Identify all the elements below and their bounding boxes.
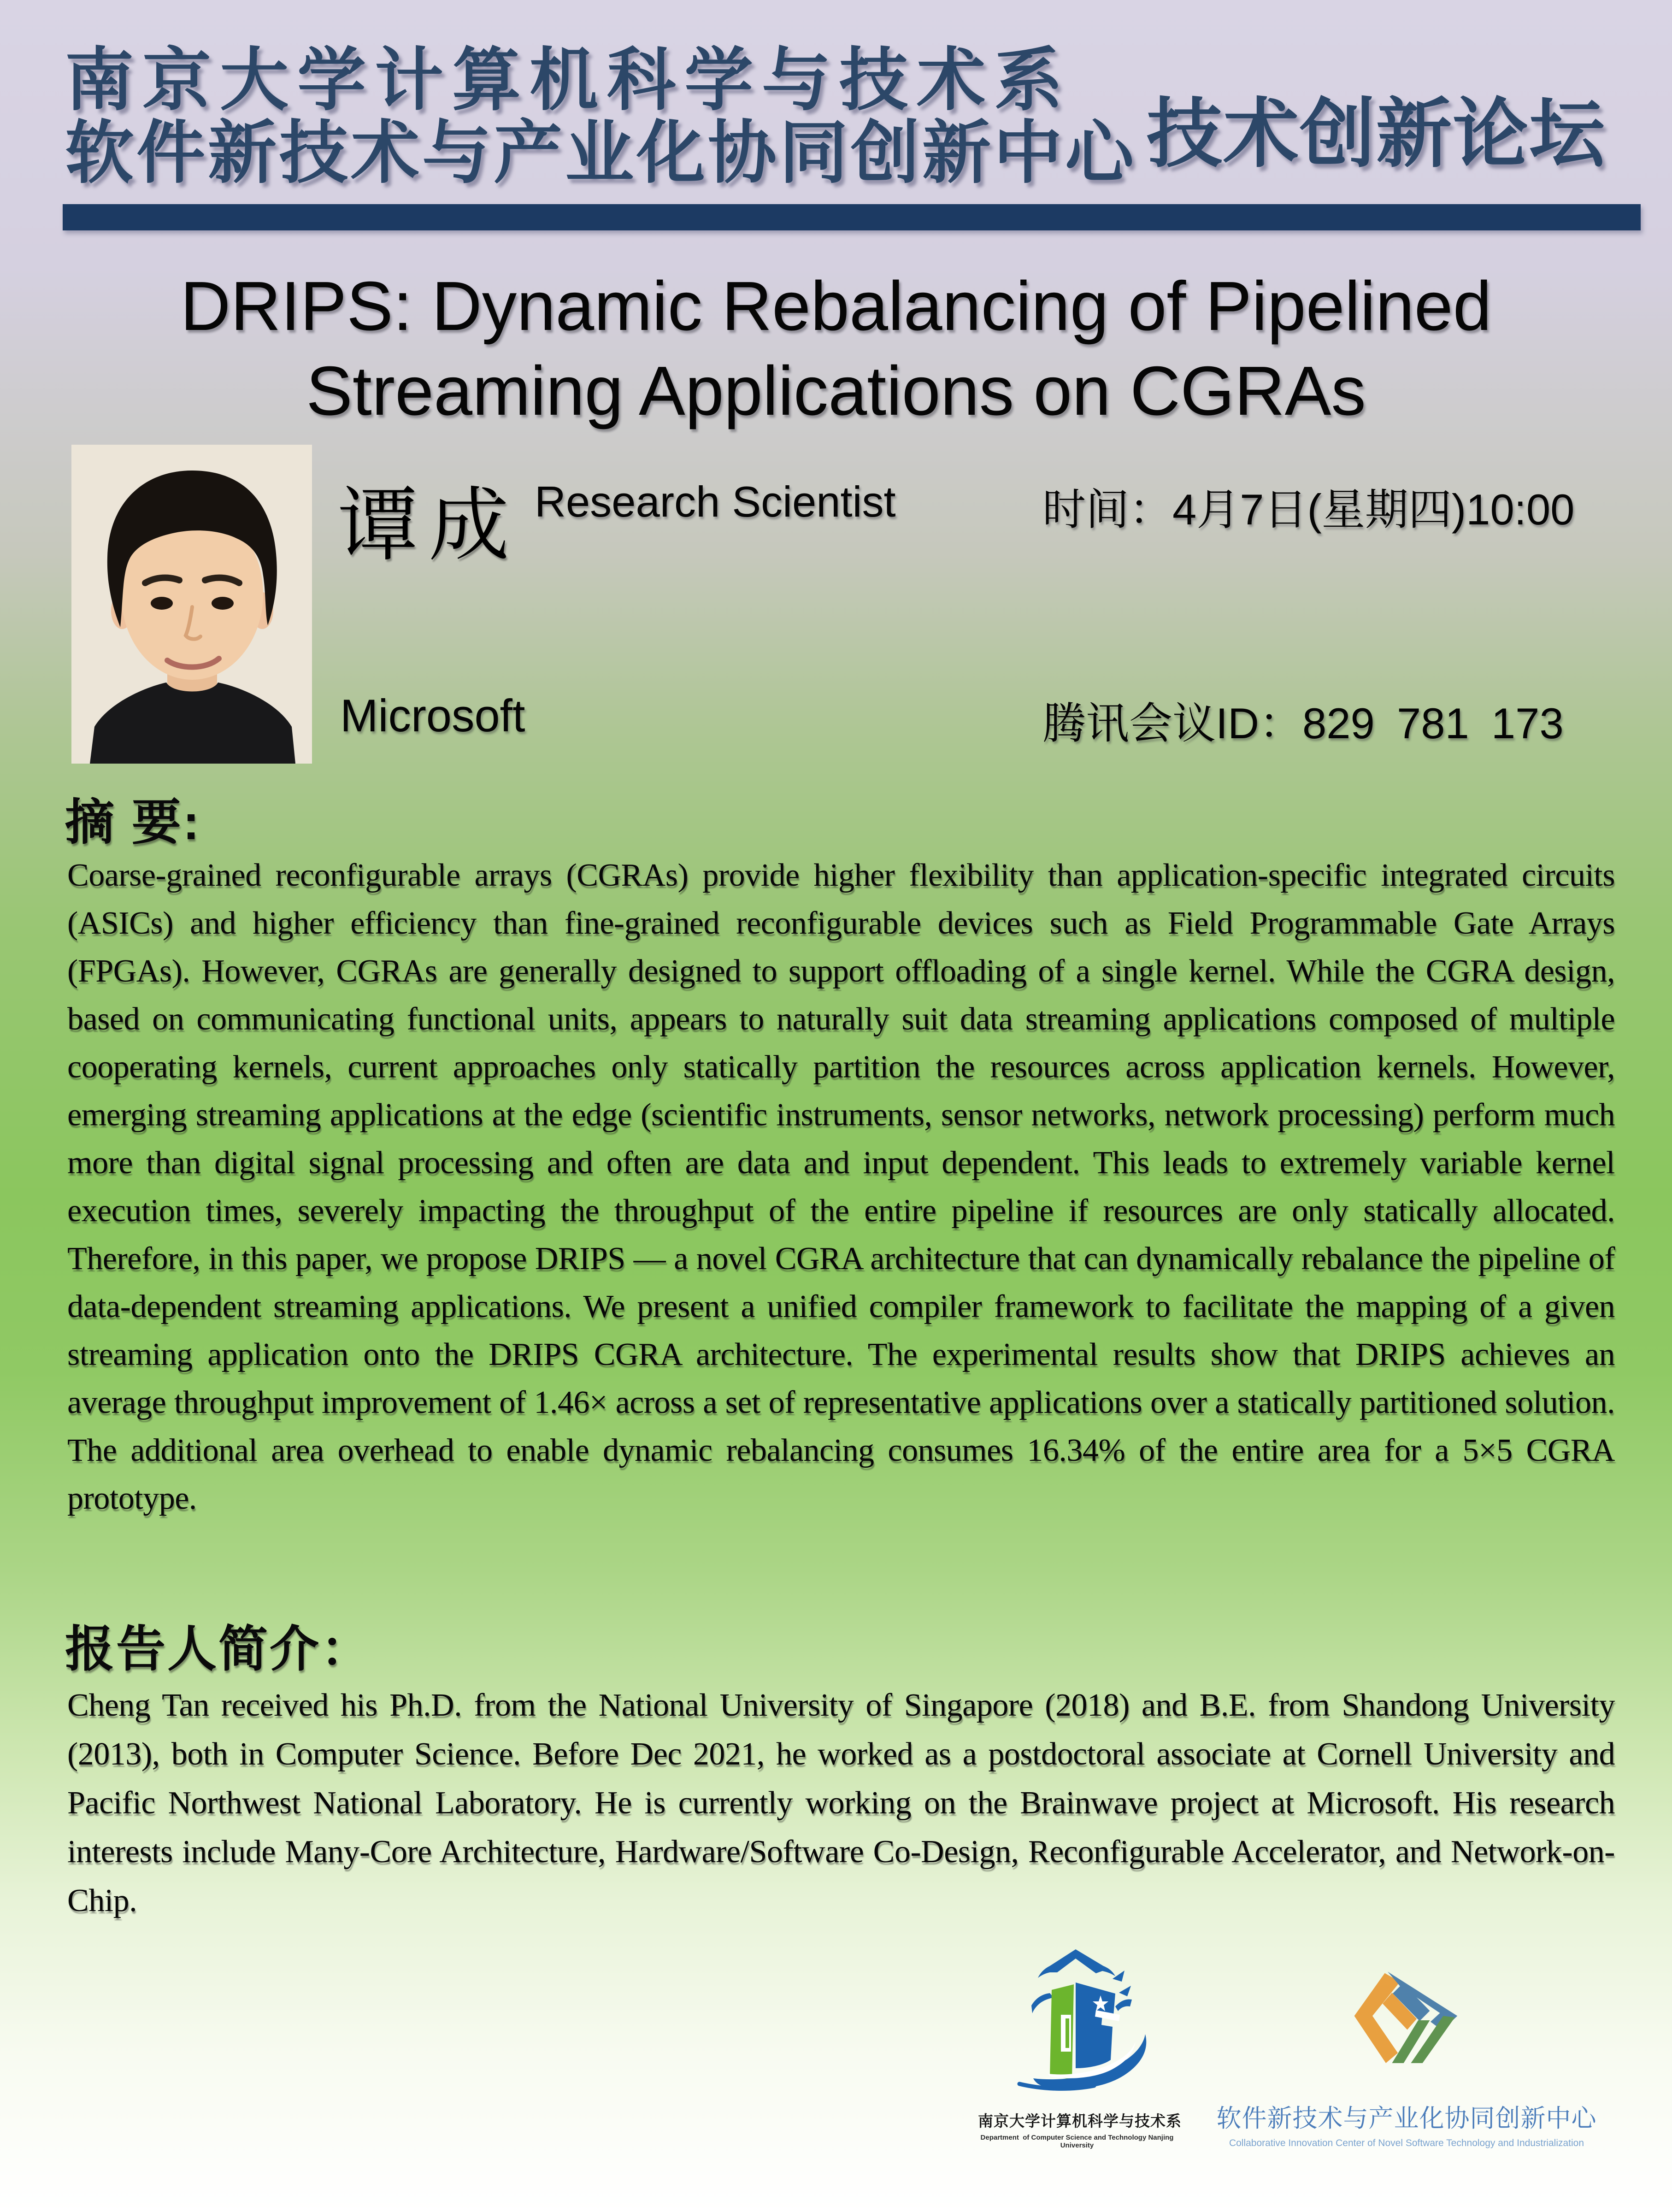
org-name-line2: 软件新技术与产业化协同创新中心: [65, 114, 1136, 191]
orange-chevron: [1354, 1973, 1400, 2063]
bird-flick-3: [1115, 2000, 1132, 2011]
talk-title-line1: DRIPS: Dynamic Rebalancing of Pipelined: [180, 267, 1492, 345]
talk-title: [0, 264, 1672, 433]
cic-caption-en: Collaborative Innovation Center of Novel Software Technology and Industrialization: [1229, 2138, 1584, 2148]
cic-caption-zh: 软件新技术与产业化协同创新中心: [1216, 2105, 1597, 2132]
left-eave: [1031, 1993, 1054, 2013]
header-divider-bar: [63, 204, 1641, 230]
roof-eave: [1038, 1949, 1115, 1978]
header-organization: [65, 41, 1136, 191]
slab-notch-inner: [1066, 2018, 1069, 2048]
nju-cs-caption-zh: 南京大学计算机科学与技术系: [978, 2112, 1182, 2130]
bird-flick-1: [1113, 1971, 1124, 1982]
org-name-line1: 南京大学计算机科学与技术系: [65, 41, 1071, 118]
speaker-portrait-graphic: [71, 445, 312, 764]
nju-cs-caption-en: Department of Computer Science and Technology Nanjing University: [980, 2134, 1176, 2149]
nju-cs-logo-icon: [1006, 1946, 1148, 2091]
talk-title-line2: Streaming Applications on CGRAs: [306, 352, 1366, 429]
left-eye: [151, 597, 173, 610]
bio-heading: 报告人简介：: [65, 1621, 372, 1677]
right-eye: [212, 597, 234, 610]
forum-title: 技术创新论坛: [1147, 92, 1606, 176]
cic-logo-icon: [1348, 1962, 1465, 2078]
cic-logo-block: [1211, 1962, 1602, 2149]
bio-body: Cheng Tan received his Ph.D. from the National University of Singapore (2018) and B.E. from Shandong University (2013), both in Computer Science. Before Dec 2021, he worked as a postdoctoral associate at Cornell University and Pacific Northwest National Laboratory. He is currently working on the Brainwave project at Microsoft. His research interests include Many-Core Architecture, Hardware/Software Co-Design, Reconfigurable Accelerator, and Network-on-Chip.: [67, 1688, 1615, 1918]
abstract-heading: 摘 要:: [65, 794, 201, 850]
speaker-name: 谭成: [338, 479, 519, 572]
building-block: [1076, 1983, 1115, 2068]
talk-time: 时间：4月7日(星期四)10:00: [1042, 485, 1575, 534]
meeting-id: 腾讯会议ID：829 781 173: [1042, 699, 1564, 747]
speaker-role: Research Scientist: [535, 477, 896, 526]
speaker-photo: [71, 445, 312, 764]
bird-flick-2: [1119, 1986, 1131, 1996]
abstract-body: Coarse-grained reconfigurable arrays (CGRAs) provide higher flexibility than application-specific integrated circuits (ASICs) and higher efficiency than fine-grained reconfigurable devices such as Field Programmable Gate Arrays (FPGAs). However, CGRAs are generally designed to support offloading of a single kernel. While the CGRA design, based on communicating functional units, appears to naturally suit data streaming applications composed of multiple cooperating kernels, current approaches only statically partition the resources across application kernels. However, emerging streaming applications at the edge (scientific instruments, sensor networks, network processing) perform much more than digital signal processing and often are data and input dependent. This leads to extremely variable kernel execution times, severely impacting the throughput of the entire pipeline if resources are only statically allocated. Therefore, in this paper, we propose DRIPS — a novel CGRA architecture that can dynamically rebalance the pipeline of data-dependent streaming applications. We present a unified compiler framework to facilitate the mapping of a given streaming application onto the DRIPS CGRA architecture. The experimental results show that DRIPS achieves an average throughput improvement of 1.46× across a set of representative applications over a statically partitioned solution. The additional area overhead to enable dynamic rebalancing consumes 16.34% of the entire area for a 5×5 CGRA prototype.: [67, 858, 1615, 1516]
speaker-affiliation: Microsoft: [340, 690, 525, 741]
nju-cs-logo-block: [978, 1946, 1182, 2149]
